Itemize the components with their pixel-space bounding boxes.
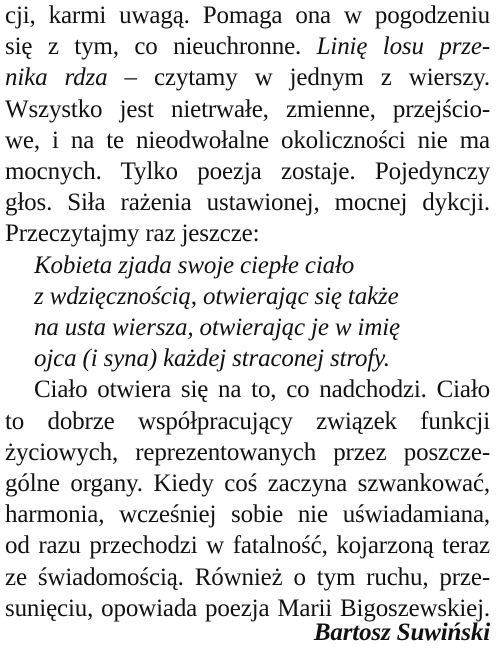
text-line-5: we, i na te nieodwołalne okoliczności nie ma [5, 126, 490, 154]
text-line-13: Ciało otwiera się na to, co nadchodzi. Ciało [34, 376, 490, 404]
text-line-6: mocnych. Tylko poezja zostaje. Pojedynczy [5, 158, 490, 185]
text-line-3-quote: nika rdza [5, 64, 108, 92]
author-signature: Bartosz Suwiński [313, 619, 490, 646]
text-line-18: od razu przechodzi w fatalność, kojarzoną teraz [5, 532, 490, 560]
text-line-2-quote: Linię losu prze- [316, 33, 490, 61]
text-line-19: ze świadomością. Również o tym ruchu, prze- [5, 563, 490, 591]
text-line-1: cji, karmi uwagą. Pomaga ona w pogodzeniu [5, 2, 490, 29]
quoted-verse-line-3: na usta wiersza, otwierając je w imię [34, 314, 400, 341]
text-line-8: Przeczytajmy raz jeszcze: [5, 220, 260, 248]
text-line-20: sunięciu, opowiada poezja Marii Bigoszewskiej. [5, 594, 490, 622]
text-line-2-roman: się z tym, co nieuchronne. [5, 33, 317, 61]
quoted-verse-line-4: ojca (i syna) każdej straconej strofy. [34, 345, 390, 373]
text-line-3 [5, 62, 490, 93]
text-line-14: to dobrze współpracujący związek funkcji [5, 407, 490, 435]
text-line-15: życiowych, reprezentowanych przez poszcze- [5, 438, 490, 466]
text-line-16: gólne organy. Kiedy coś zaczyna szwankować, [5, 470, 490, 497]
text-line-3-roman: – czytamy w jednym z wierszy. [107, 64, 490, 92]
text-line-4: Wszystko jest nietrwałe, zmienne, przejścio- [5, 95, 490, 123]
text-line-7: głos. Siła rażenia ustawionej, mocnej dykcji. [5, 189, 490, 217]
quoted-verse-line-2: z wdzięcznością, otwierając się także [34, 282, 399, 310]
text-line-17: harmonia, wcześniej sobie nie uświadamiana, [5, 501, 490, 529]
text-line-2 [5, 31, 490, 62]
quoted-verse-line-1: Kobieta zjada swoje ciepłe ciało [34, 251, 355, 279]
